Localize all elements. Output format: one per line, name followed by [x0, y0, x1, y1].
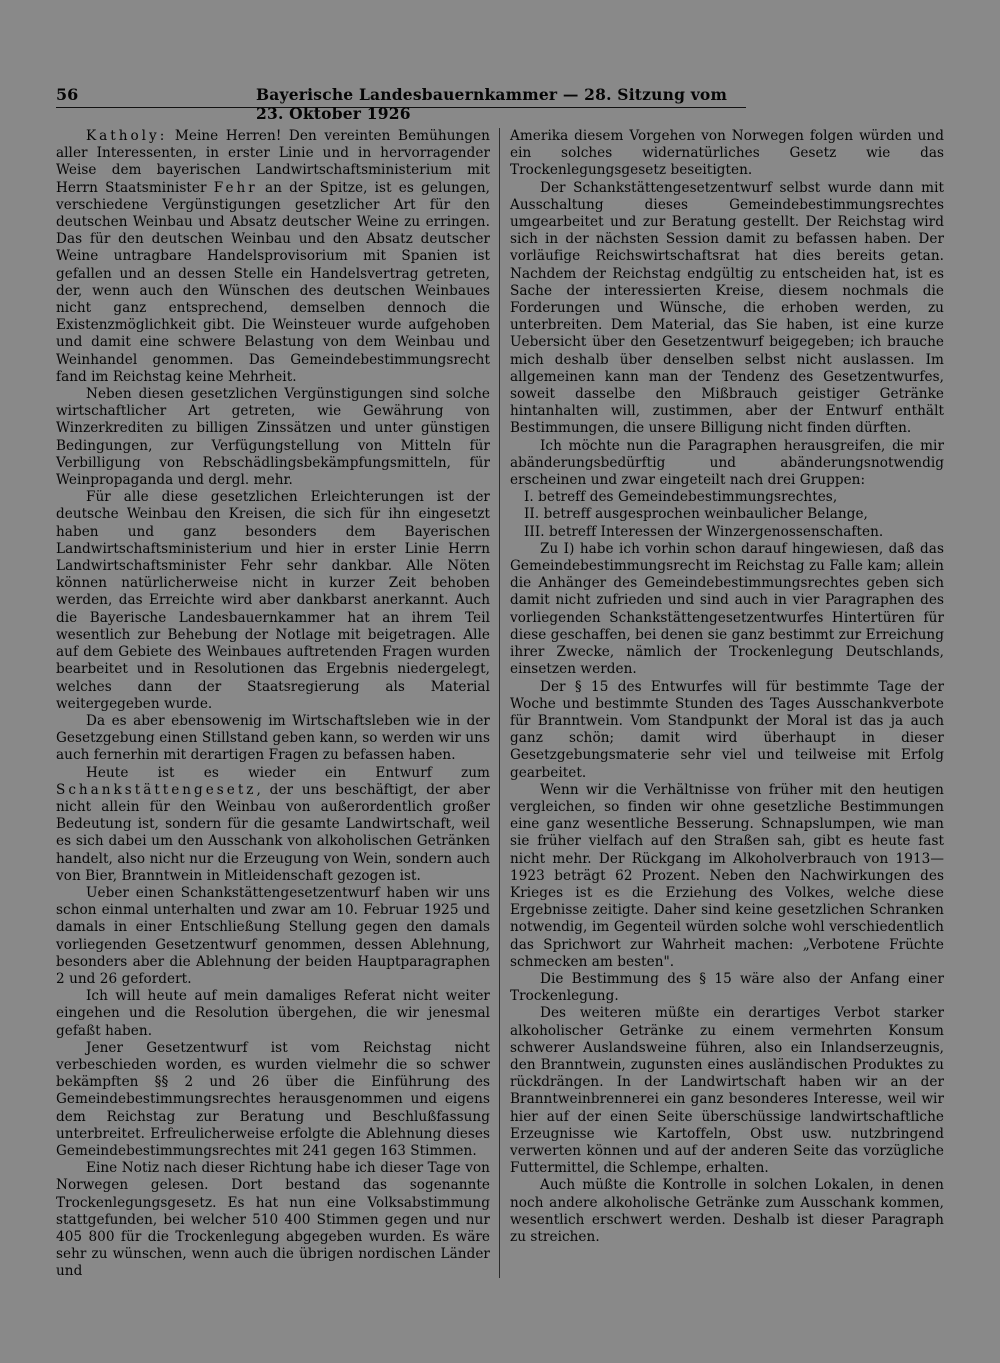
paragraph: Zu I) habe ich vorhin schon darauf hingewiesen, daß das Gemeindebestimmungsrecht im Reichstag zu Falle kam; allein die Anhänger des Gemeindebestimmungsrechtes geben sich damit nicht zufrieden und sind auch in vier Paragraphen des vorliegenden Schankstättengesetzentwurfes Hintertüren für diese geschaffen, bei denen sie ganz bestimmt zur Erreichung ihrer Zwecke, nämlich der Trockenlegung Deutschlands, einsetzen werden.	[510, 540, 944, 678]
list-item: II. betreff ausgesprochen weinbaulicher Belange,	[524, 506, 868, 523]
left-column	[56, 128, 490, 1280]
paragraph: Jener Gesetzentwurf ist vom Reichstag nicht verbeschieden worden, es wurden vielmehr die so schwer bekämpften §§ 2 und 26 über die Einführung des Gemeindebestimmungsrechtes herausgenommen und eigens dem Reichstag zur Beratung und Beschlußfassung unterbreitet. Erfreulicherweise erfolgte die Ablehnung dieses Gemeindebestimmungsrechtes mit 241 gegen 163 Stimmen.	[56, 1039, 490, 1159]
paragraph-text: Meine Herren! Den vereinten Bemühungen aller Interessenten, in erster Linie und in hervorragender Weise dem bayerischen Landwirtschaftsministerium mit Herrn Staatsminister	[56, 128, 490, 196]
minister-name: Fehr	[213, 179, 258, 196]
page-number: 56	[56, 85, 79, 104]
paragraph: Die Bestimmung des § 15 wäre also der Anfang einer Trockenlegung.	[510, 970, 944, 1005]
paragraph: Amerika diesem Vorgehen von Norwegen folgen würden und ein solches widernatürliches Gesetz wie das Trockenlegungsgesetz beseitigten.	[510, 128, 944, 179]
paragraph: Ich möchte nun die Paragraphen herausgreifen, die mir abänderungsbedürftig und abänderungsnotwendig erscheinen und zwar eingeteilt nach drei Gruppen:	[510, 437, 944, 489]
paragraph	[56, 128, 490, 386]
law-name: Schankstättengesetz	[56, 781, 257, 798]
paragraph: Des weiteren müßte ein derartiges Verbot starker alkoholischer Getränke zu einem vermehrten Konsum schwerer Auslandsweine führen, also ein Inlandserzeugnis, den Branntwein, zugunsten eines ausländischen Produktes zu rückdrängen. In der Landwirtschaft haben wir an der Branntweinbrennerei ein ganz besonderes Interesse, weil wir hier auf der einen Seite überschüssige landwirtschaftliche Erzeugnisse wie Kartoffeln, Obst usw. nutzbringend verwerten können und auf der anderen Seite das vorzügliche Futtermittel, die Schlempe, erhalten.	[510, 1005, 944, 1177]
paragraph: Für alle diese gesetzlichen Erleichterungen ist der deutsche Weinbau den Kreisen, die sich für ihn eingesetzt haben und ganz besonders dem Bayerischen Landwirtschaftsministerium und hier in erster Linie Herrn Landwirtschaftsminister Fehr sehr dankbar. Alle Nöten können natürlicherweise nicht in kurzer Zeit behoben werden, das Erreichte wird aber dankbarst anerkannt. Auch die Bayerische Landesbauernkammer hat an ihrem Teil wesentlich zur Behebung der Notlage mit beigetragen. Alle auf dem Gebiete des Weinbaues auftretenden Fragen wurden bearbeitet und in Resolutionen das Ergebnis niedergelegt, welches dann der Staatsregierung als Material weitergegeben wurde.	[56, 489, 490, 712]
paragraph: Neben diesen gesetzlichen Vergünstigungen sind solche wirtschaftlicher Art getreten, wie Gewährung von Winzerkrediten zu billigen Zinssätzen und unter günstigen Bedingungen, zur Verfügungstellung von Mitteln für Verbilligung von Rebschädlingsbekämpfungsmitteln, für Weinpropaganda und dergl. mehr.	[56, 386, 490, 489]
group-list	[510, 489, 944, 541]
column-divider	[499, 128, 500, 1278]
paragraph-text: Heute ist es wieder ein Entwurf zum	[86, 764, 490, 781]
list-item: I. betreff des Gemeindebestimmungsrechtes,	[524, 489, 838, 506]
paragraph: Wenn wir die Verhältnisse von früher mit den heutigen vergleichen, so finden wir ohne gesetzliche Bestimmungen eine ganz wesentliche Besserung. Schnapslumpen, wie man sie früher vielfach auf den Straßen sah, gibt es heute fast nicht mehr. Der Rückgang im Alkoholverbrauch von 1913—1923 beträgt 62 Prozent. Neben den Nachwirkungen des Krieges ist es die Erziehung des Volkes, welche diese Ergebnisse zeitigte. Daher sind keine gesetzlichen Schranken notwendig, im Gegenteil würden solche wohl verschiedentlich das Sprichwort zur Wahrheit machen: „Verbotene Früchte schmecken am besten".	[510, 781, 944, 970]
paragraph: Ich will heute auf mein damaliges Referat nicht weiter eingehen und die Resolution übergehen, die wir jenesmal gefaßt haben.	[56, 988, 490, 1039]
paragraph-text: an der Spitze, ist es gelungen, verschiedene Vergünstigungen gesetzlicher Art für den deutschen Weinbau und Absatz deutscher Weine zu erringen. Das für den deutschen Weinbau und den Absatz deutscher Weine untragbare Handelsprovisorium mit Spanien ist gefallen und an dessen Stelle ein Handelsvertrag getreten, der, wenn auch den Wünschen des deutschen Weinbaues nicht ganz entsprechend, demselben dennoch die Existenzmöglichkeit gibt. Die Weinsteuer wurde aufgehoben und damit eine schwere Belastung von dem Weinbau und Weinhandel genommen. Das Gemeindebestimmungsrecht fand im Reichstag keine Mehrheit.	[56, 179, 490, 385]
paragraph-text: , der uns beschäftigt, der aber nicht allein für den Weinbau von außerordentlich großer Bedeutung ist, sondern für die gesamte Landwirtschaft, weil es sich dabei um den Ausschank von alkoholischen Getränken handelt, also nicht nur die Erzeugung von Wein, sondern auch von Bier, Branntwein in Mitleidenschaft gezogen ist.	[56, 781, 490, 884]
paragraph: Da es aber ebensowenig im Wirtschaftsleben wie in der Gesetzgebung einen Stillstand geben kann, so werden wir uns auch fernerhin mit derartigen Fragen zu befassen haben.	[56, 712, 490, 764]
paragraph: Eine Notiz nach dieser Richtung habe ich dieser Tage von Norwegen gelesen. Dort bestand das sogenannte Trockenlegungsgesetz. Es hat nun eine Volksabstimmung stattgefunden, bei welcher 510 400 Stimmen gegen und nur 405 800 für die Trockenlegung abgegeben wurden. Es wäre sehr zu wünschen, wenn auch die übrigen nordischen Länder und	[56, 1160, 490, 1280]
running-title: Bayerische Landesbauernkammer — 28. Sitzung vom 23. Oktober 1926	[256, 85, 728, 123]
paragraph: Ueber einen Schankstättengesetzentwurf haben wir uns schon einmal unterhalten und zwar am 10. Februar 1925 und damals in einer Entschließung Stellung gegen den damals vorliegenden Gesetzentwurf genommen, dessen Ablehnung, besonders aber die Ablehnung der beiden Hauptparagraphen 2 und 26 gefordert.	[56, 884, 490, 987]
paragraph	[56, 765, 490, 885]
speaker-name: Katholy:	[86, 128, 168, 144]
right-column	[510, 128, 944, 1268]
list-item: III. betreff Interessen der Winzergenossenschaften.	[524, 523, 884, 540]
paragraph: Der Schankstättengesetzentwurf selbst wurde dann mit Ausschaltung dieses Gemeindebestimmungsrechtes umgearbeitet und zur Beratung gestellt. Der Reichstag wird sich in der nächsten Session damit zu befassen haben. Der vorläufige Reichswirtschaftsrat hat dies bereits getan. Nachdem der Reichstag endgültig zu entscheiden hat, ist es Sache der interessierten Kreise, diesem nochmals die Forderungen und Wünsche, die erhoben werden, zu unterbreiten. Dem Material, das Sie haben, ist eine kurze Uebersicht über den Gesetzentwurf beigegeben; ich brauche mich deshalb über denselben selbst nicht auslassen. Im allgemeinen kann man der Tendenz des Gesetzentwurfes, soweit dasselbe den Mißbrauch geistiger Getränke hintanhalten will, zustimmen, aber der Entwurf enthält Bestimmungen, die unsere Billigung nicht finden dürften.	[510, 179, 944, 437]
paragraph: Auch müßte die Kontrolle in solchen Lokalen, in denen noch andere alkoholische Getränke zum Ausschank kommen, wesentlich erschwert werden. Deshalb ist dieser Paragraph zu streichen.	[510, 1177, 944, 1245]
page-header	[56, 85, 746, 123]
paragraph: Der § 15 des Entwurfes will für bestimmte Tage der Woche und bestimmte Stunden des Tages Ausschankverbote für Branntwein. Vom Standpunkt der Moral ist das ja auch ganz schön; damit wird überhaupt in dieser Gesetzgebungsmaterie sehr viel und teilweise mit Erfolg gearbeitet.	[510, 678, 944, 781]
